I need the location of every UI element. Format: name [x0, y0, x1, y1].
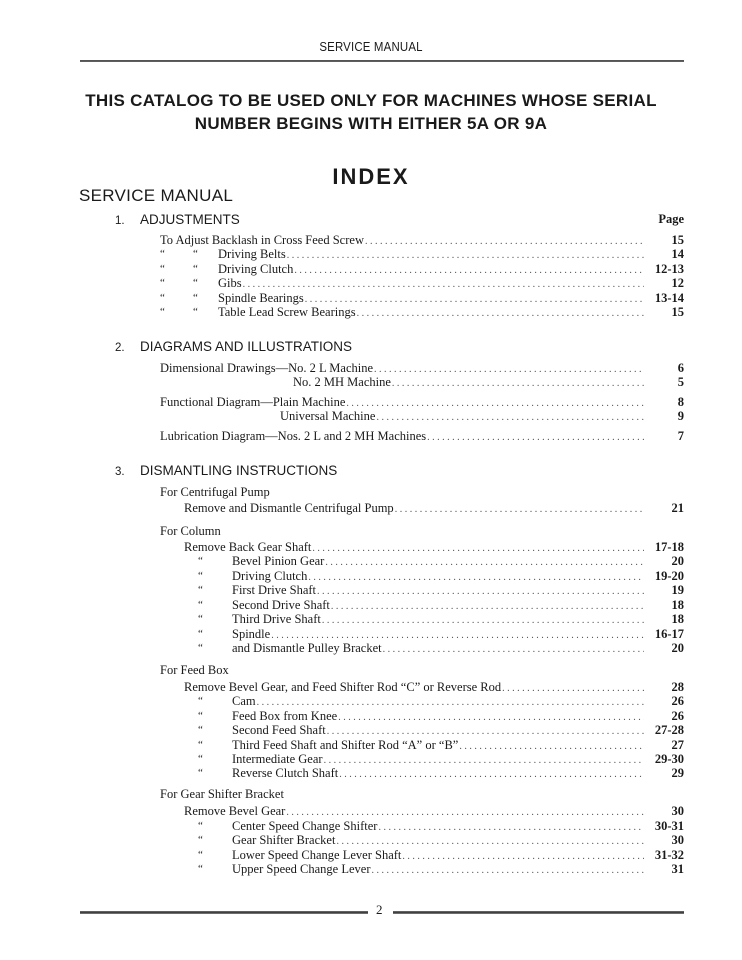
ditto-mark: “	[198, 642, 203, 654]
serial-notice	[0, 89, 742, 135]
entry-page: 17-18	[654, 540, 684, 554]
ditto-mark: “	[198, 767, 203, 779]
ditto-mark: “	[160, 292, 165, 304]
index-entry[interactable]	[232, 861, 684, 877]
header-rule	[80, 60, 684, 62]
entry-title: Feed Box from Knee	[232, 709, 338, 723]
dot-leader	[376, 410, 644, 426]
ditto-mark: “	[160, 263, 165, 275]
dot-leader	[392, 376, 644, 392]
ditto-mark: “	[198, 834, 203, 846]
ditto-mark: “	[160, 277, 165, 289]
entry-page: 8	[677, 395, 684, 409]
index-title: INDEX	[332, 164, 410, 189]
group-heading: For Centrifugal Pump	[160, 485, 270, 499]
index-entry[interactable]	[184, 803, 684, 819]
entry-title: Remove Bevel Gear, and Feed Shifter Rod “C” or Reverse Rod	[184, 680, 502, 694]
entry-page: 31-32	[654, 848, 684, 862]
dot-leader	[372, 863, 645, 879]
ditto-mark: “	[198, 555, 203, 567]
index-entry[interactable]	[160, 428, 684, 444]
ditto-mark: “	[198, 570, 203, 582]
section-heading	[115, 338, 352, 357]
entry-title: Driving Clutch	[218, 262, 294, 276]
ditto-mark: “	[193, 277, 198, 289]
entry-page: 6	[677, 361, 684, 375]
entry-page: 30	[671, 804, 684, 818]
entry-page: 30-31	[654, 819, 684, 833]
index-entry[interactable]	[232, 722, 684, 738]
entry-page: 15	[671, 233, 684, 247]
entry-page: 27-28	[654, 723, 684, 737]
ditto-mark: “	[198, 739, 203, 751]
ditto-mark: “	[198, 710, 203, 722]
ditto-mark: “	[193, 292, 198, 304]
index-entry[interactable]	[232, 640, 684, 656]
entry-title: Lubrication Diagram—Nos. 2 L and 2 MH Machines	[160, 429, 427, 443]
entry-page: 28	[671, 680, 684, 694]
ditto-mark: “	[193, 306, 198, 318]
entry-title: Functional Diagram—Plain Machine	[160, 395, 346, 409]
entry-page: 21	[671, 501, 684, 515]
entry-title: Remove and Dismantle Centrifugal Pump	[184, 501, 394, 515]
footer-rule-left	[80, 911, 368, 914]
entry-page: 31	[671, 862, 684, 876]
ditto-mark: “	[198, 628, 203, 640]
entry-title: Gear Shifter Bracket	[232, 833, 336, 847]
group-heading: For Column	[160, 524, 221, 538]
entry-page: 18	[671, 612, 684, 626]
entry-page: 29-30	[654, 752, 684, 766]
entry-page: 7	[677, 429, 684, 443]
group-heading: For Feed Box	[160, 663, 229, 677]
footer-rule-right	[393, 911, 684, 914]
notice-line: NUMBER BEGINS WITH EITHER 5A OR 9A	[194, 114, 548, 133]
entry-title: Table Lead Screw Bearings	[218, 305, 356, 319]
entry-page: 13-14	[654, 291, 684, 305]
entry-title: To Adjust Backlash in Cross Feed Screw	[160, 233, 364, 247]
entry-page: 29	[671, 766, 684, 780]
index-entry[interactable]	[232, 611, 684, 627]
ditto-mark: “	[198, 753, 203, 765]
section-heading	[115, 462, 337, 481]
entry-page: 15	[671, 305, 684, 319]
manual-heading: SERVICE MANUAL	[79, 186, 234, 205]
entry-page: 18	[671, 598, 684, 612]
entry-page: 12-13	[654, 262, 684, 276]
dot-leader	[395, 502, 644, 518]
index-entry[interactable]	[232, 832, 684, 848]
index-entry[interactable]	[218, 304, 684, 320]
entry-title: Driving Clutch	[232, 569, 308, 583]
running-head: SERVICE MANUAL	[319, 39, 423, 54]
index-entry[interactable]	[232, 693, 684, 709]
entry-page: 5	[677, 375, 684, 389]
page-number: 2	[376, 902, 383, 917]
entry-title: First Drive Shaft	[232, 583, 317, 597]
section-title: DIAGRAMS AND ILLUSTRATIONS	[140, 339, 353, 354]
ditto-mark: “	[160, 248, 165, 260]
entry-title: Upper Speed Change Lever	[232, 862, 371, 876]
section-heading	[115, 211, 240, 230]
index-entry[interactable]	[218, 275, 684, 291]
entry-title: Lower Speed Change Lever Shaft	[232, 848, 402, 862]
index-entry[interactable]	[280, 408, 684, 424]
ditto-mark: “	[198, 820, 203, 832]
ditto-mark: “	[198, 613, 203, 625]
entry-page: 20	[671, 554, 684, 568]
entry-title: Driving Belts	[218, 247, 286, 261]
section-number: 3.	[115, 466, 125, 478]
index-entry[interactable]	[232, 582, 684, 598]
dot-leader	[339, 767, 644, 783]
section-number: 1.	[115, 215, 125, 227]
index-entry[interactable]	[184, 500, 684, 516]
entry-page: 12	[671, 276, 684, 290]
entry-title: Cam	[232, 694, 256, 708]
ditto-mark: “	[160, 306, 165, 318]
entry-title: Spindle Bearings	[218, 291, 304, 305]
entry-title: No. 2 MH Machine	[293, 375, 391, 389]
dot-leader	[357, 306, 644, 322]
entry-page: 19	[671, 583, 684, 597]
entry-page: 9	[677, 409, 684, 423]
notice-line: THIS CATALOG TO BE USED ONLY FOR MACHINES WHOSE SERIAL	[85, 91, 657, 110]
page-column-label: Page	[658, 212, 684, 226]
section-title: DISMANTLING INSTRUCTIONS	[140, 463, 338, 478]
entry-page: 30	[671, 833, 684, 847]
ditto-mark: “	[193, 248, 198, 260]
entry-title: Intermediate Gear	[232, 752, 323, 766]
ditto-mark: “	[198, 584, 203, 596]
entry-title: Spindle	[232, 627, 271, 641]
index-entry[interactable]	[232, 765, 684, 781]
entry-page: 26	[671, 709, 684, 723]
ditto-mark: “	[198, 849, 203, 861]
dot-leader	[427, 430, 644, 446]
entry-title: Second Feed Shaft	[232, 723, 326, 737]
ditto-mark: “	[193, 263, 198, 275]
entry-title: Remove Bevel Gear	[184, 804, 286, 818]
entry-page: 14	[671, 247, 684, 261]
index-entry[interactable]	[293, 374, 684, 390]
group-heading: For Gear Shifter Bracket	[160, 787, 284, 801]
entry-title: Remove Back Gear Shaft	[184, 540, 312, 554]
section-title: ADJUSTMENTS	[140, 212, 240, 227]
entry-title: Second Drive Shaft	[232, 598, 330, 612]
ditto-mark: “	[198, 695, 203, 707]
entry-page: 27	[671, 738, 684, 752]
index-entry[interactable]	[232, 553, 684, 569]
ditto-mark: “	[198, 724, 203, 736]
index-entry[interactable]	[218, 246, 684, 262]
dot-leader	[383, 642, 644, 658]
entry-title: Universal Machine	[280, 409, 376, 423]
entry-title: Third Feed Shaft and Shifter Rod “A” or “B”	[232, 738, 459, 752]
entry-page: 20	[671, 641, 684, 655]
entry-title: Gibs	[218, 276, 242, 290]
entry-title: Dimensional Drawings—No. 2 L Machine	[160, 361, 374, 375]
entry-title: Third Drive Shaft	[232, 612, 321, 626]
section-number: 2.	[115, 342, 125, 354]
entry-title: Bevel Pinion Gear	[232, 554, 325, 568]
ditto-mark: “	[198, 599, 203, 611]
entry-title: and Dismantle Pulley Bracket	[232, 641, 382, 655]
entry-title: Reverse Clutch Shaft	[232, 766, 339, 780]
entry-page: 26	[671, 694, 684, 708]
entry-title: Center Speed Change Shifter	[232, 819, 378, 833]
entry-page: 19-20	[654, 569, 684, 583]
entry-page: 16-17	[654, 627, 684, 641]
ditto-mark: “	[198, 863, 203, 875]
